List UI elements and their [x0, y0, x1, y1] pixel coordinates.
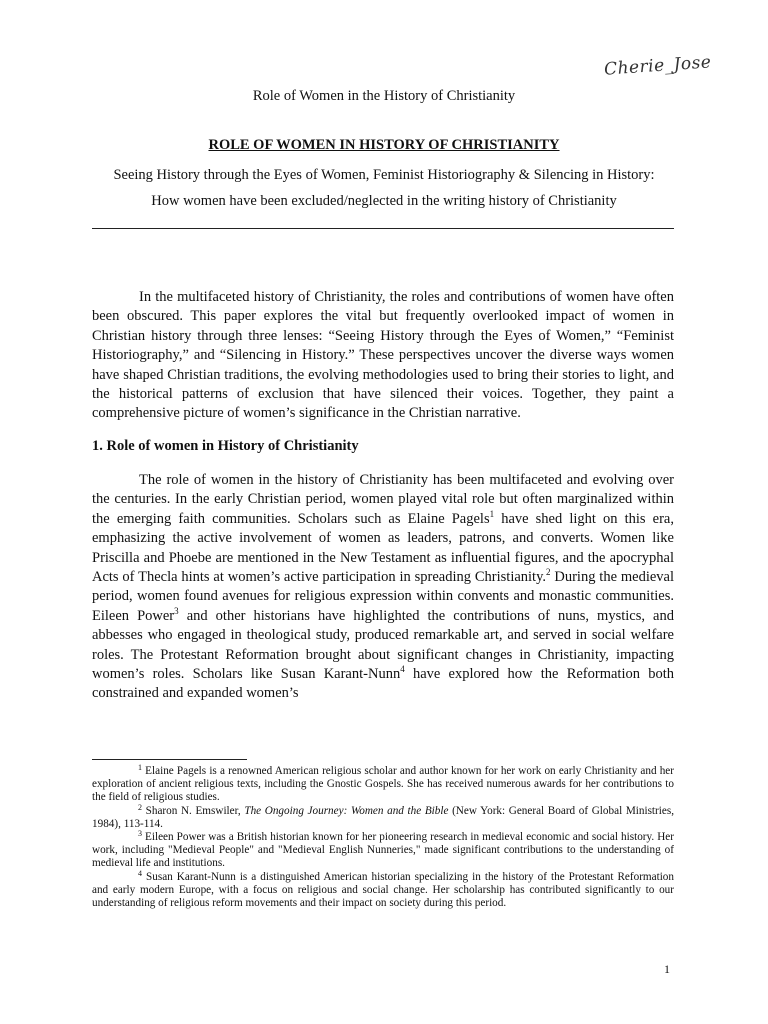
subtitle [92, 162, 676, 214]
intro-paragraph: In the multifaceted history of Christianity, the roles and contributions of women have often been obscured. This paper explores the vital but frequently overlooked impact of women in Christian history through three lenses: “Seeing History through the Eyes of Women,” “Feminist Historiography,” and “Silencing in History.” These perspectives uncover the diverse ways women have shaped Christian traditions, the evolving methodologies used to bring their stories to light, and the historical patterns of exclusion that have silenced their voices. Together, they paint a comprehensive picture of women’s significance in the Christian narrative. [92, 289, 674, 422]
footnote-ref[interactable]: 3 [174, 605, 179, 616]
subtitle-line-2: How women have been excluded/neglected in the writing history of Christianity [151, 193, 617, 209]
page-number: 1 [664, 962, 670, 976]
footnote-text: Susan Karant-Nunn is a distinguished American historian specializing in the history of the Protestant Reformation and early modern Europe, with a focus on religious and social change. Her scholarship has contributed significantly to our understanding of religious reform movements and their impact on society during this period. [92, 870, 674, 910]
footnote-number: 4 [138, 868, 142, 878]
text-segment: and other historians have highlighted the contributions of nuns, mystics, and abbesses who engaged in theological study, produced remarkable art, and served in social welfare roles. The Protestant Reformation brought about significant changes in Christianity, impacting women’s roles. Scholars like Susan Karant-Nunn [92, 607, 674, 683]
main-heading: ROLE OF WOMEN IN HISTORY OF CHRISTIANITY [208, 137, 560, 153]
footnote-text: Sharon N. Emswiler, [142, 804, 245, 817]
text-segment: The role of women in the history of Christianity has been multifaceted and evolving over the centuries. In the early Christian period, women played vital role but often marginalized within the emerging faith communities. Scholars such as Elaine Pagels [92, 472, 674, 527]
footnote-ref[interactable]: 4 [400, 664, 405, 675]
text-segment: have shed light on this era, emphasizing the active involvement of women as leaders, patrons, and converts. Women like Priscilla and Phoebe are mentioned in the New Testament as influential figures, and the apocryphal Acts of Thecla hints at women’s active participation in spreading Christianity. [92, 510, 674, 586]
footnote-4 [92, 868, 674, 911]
footnote-text: Eileen Power was a British historian known for her pioneering research in medieval economic and social history. Her work, including "Medieval People" and "Medieval English Nunneries," made significant contributions to the understanding of medieval life and institutions. [92, 831, 674, 870]
footnote-ref[interactable]: 2 [546, 567, 551, 578]
footnote-2 [92, 802, 674, 831]
title-divider [92, 228, 674, 229]
text-segment: During the medieval period, women found avenues for religious expression within convents and monastic communities. Eileen Power [92, 569, 675, 624]
footnote-number: 2 [138, 802, 142, 812]
footnote-book-title: The Ongoing Journey: Women and the Bible [244, 804, 449, 817]
signature: Cherie_Jose [603, 52, 713, 80]
footnote-text: (New York: General Board of Global Ministries, 1984), 113-114. [92, 804, 674, 830]
text-segment: have explored how the Reformation both constrained and expanded women’s [92, 666, 674, 702]
document-title: Role of Women in the History of Christianity [252, 88, 516, 104]
footnote-3 [92, 831, 674, 871]
section-paragraph [92, 471, 674, 704]
footnote-divider [92, 759, 247, 760]
section-heading: 1. Role of women in History of Christianity [92, 438, 359, 454]
footnote-number: 1 [138, 763, 142, 772]
footnote-number: 3 [138, 829, 142, 839]
footnote-1 [92, 765, 674, 805]
subtitle-line-1: Seeing History through the Eyes of Women, Feminist Historiography & Silencing in History: [113, 167, 655, 183]
footnote-ref[interactable]: 1 [489, 508, 495, 519]
footnotes [92, 765, 674, 910]
footnote-text: Elaine Pagels is a renowned American religious scholar and author known for her work on early Christianity and her exploration of ancient religious texts, including the Gnostic Gospels. She has received numerous awards for her contributions to the field of religious studies. [92, 765, 674, 804]
